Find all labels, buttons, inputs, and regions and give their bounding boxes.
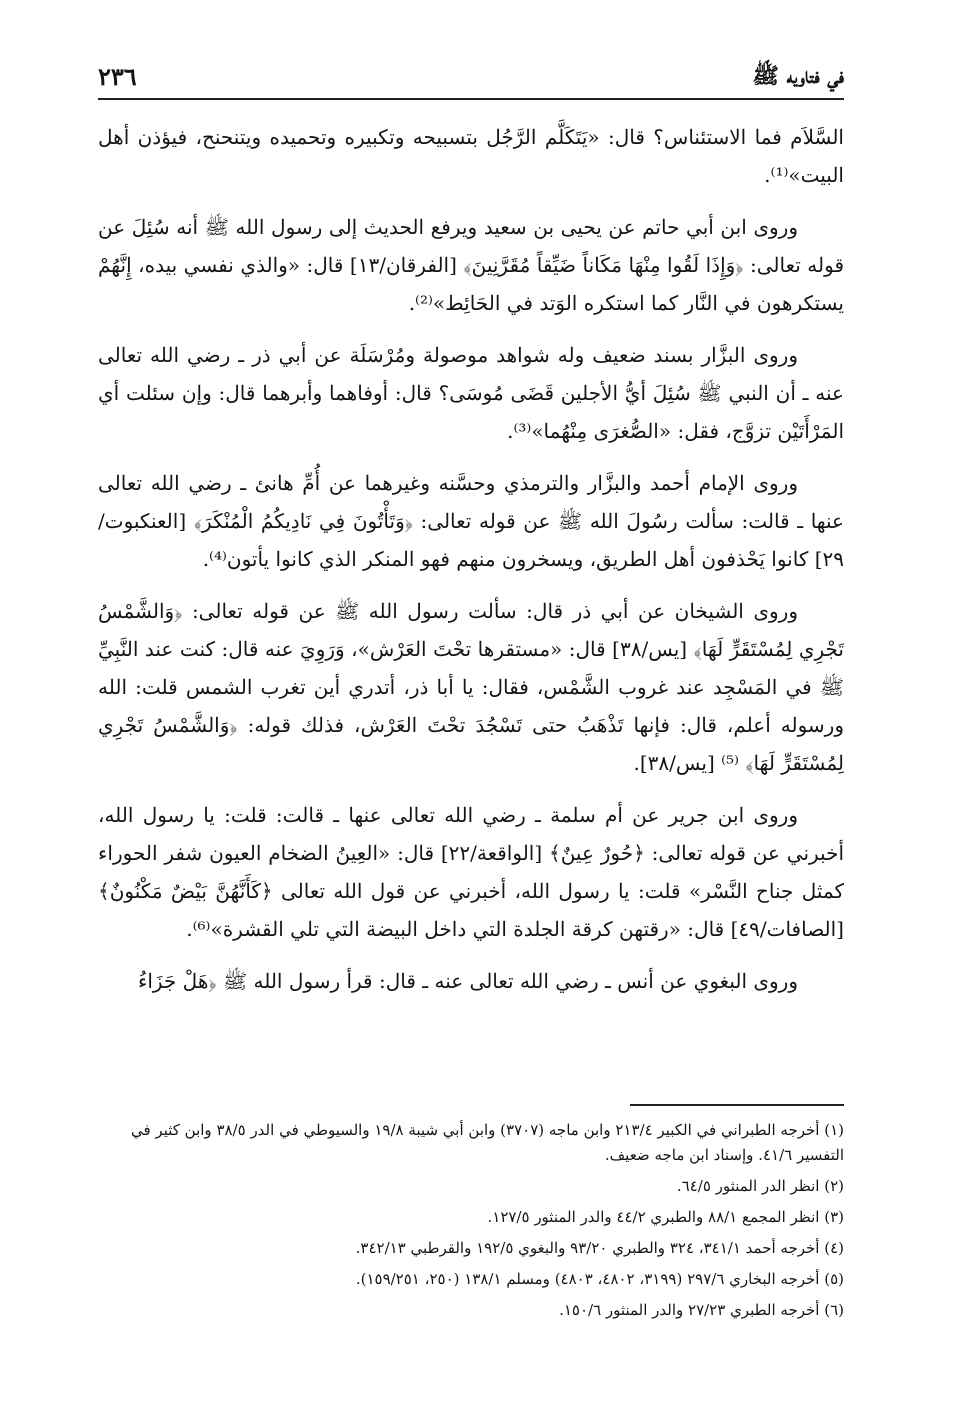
- page-header: [98, 56, 844, 100]
- main-text: [98, 118, 844, 1000]
- footnote: (١) أخرجه الطبراني في الكبير ٢١٣/٤ وابن ماجه (٣٧٠٧) وابن أبي شيبة ١٩/٨ والسيوطي في الدر ٣٨/٥ وابن كثير في التفسير ٤١/٦. وإسناد ابن ماجه ضعيف.: [130, 1121, 844, 1164]
- running-title: في فتاويه ﷺ: [752, 63, 844, 89]
- paragraph: وروى البغوي عن أنس ـ رضي الله تعالى عنه ـ قال: قرأ رسول الله ﷺ ﴿هَلْ جَزَاءُ: [137, 969, 798, 993]
- footnote: (٦) أخرجه الطبري ٢٧/٢٣ والدر المنثور ١٥٠/٦.: [559, 1301, 844, 1319]
- page-number: ٢٣٦: [98, 62, 137, 91]
- book-page: [98, 56, 844, 1346]
- footnote: (٥) أخرجه البخاري ٢٩٧/٦ (٣١٩٩، ٤٨٠٢، ٤٨٠٣) ومسلم ١٣٨/١ (٢٥٠، ١٥٩/٢٥١).: [355, 1270, 844, 1288]
- paragraph: السَّلاَم فما الاستئناس؟ قال: «يَتَكَلَّم الرَّجُل بتسبيحه وتكبيره وتحميده ويتنحنح، فيؤذن أهل البيت»⁽¹⁾.: [98, 125, 844, 187]
- footnote: (٣) انظر المجمع ٨٨/١ والطبري ٤٤/٢ والدر المنثور ١٢٧/٥.: [487, 1208, 844, 1226]
- paragraph: وروى الإمام أحمد والبزَّار والترمذي وحسَّنه وغيرهما عن أُمِّ هانئ ـ رضي الله تعالى عنها ـ قالت: سألت رسُولَ الله ﷺ عن قوله تعالى: ﴿وَتَأْتُونَ فِي نَادِيكُمُ الْمُنْكَرَ﴾ [العنكبوت/٢٩] كانوا يَحْذفون أهل الطريق، ويسخرون منهم فهو المنكر الذي كانوا يأتون⁽⁴⁾.: [98, 471, 844, 571]
- paragraph: وروى ابن جرير عن أم سلمة ـ رضي الله تعالى عنها ـ قالت: قلت: يا رسول الله، أخبرني عن قوله تعالى: ﴿حُورٌ عِينٌ﴾ [الواقعة/٢٢] قال: «العِينُ الضخام العيون شفر الحوراء كمثل جناح النَّسْر» قلت: يا رسول الله، أخبرني عن قول الله تعالى ﴿كَأَنَّهُنَّ بَيْضٌ مَكْنُونٌ﴾ [الصافات/٤٩] قال: «رقتهن كرقة الجلدة التي داخل البيضة التي تلي القشرة»⁽⁶⁾.: [98, 803, 845, 941]
- footnotes: [98, 1118, 844, 1329]
- paragraph: وروى البزَّار بسند ضعيف وله شواهد موصولة ومُرْسَلَة عن أبي ذر ـ رضي الله تعالى عنه ـ أن النبي ﷺ سُئِلَ أيُّ الأجلين قَضَى مُوسَى؟ قال: أوفاهما وأبرهما قال: وإن سئلت أي المَرْأَتَيْن تزوَّج، فقل: «الصُّغرَى مِنْهُما»⁽³⁾.: [98, 343, 844, 443]
- paragraph: وروى الشيخان عن أبي ذر قال: سألت رسول الله ﷺ عن قوله تعالى: ﴿وَالشَّمْسُ تَجْرِي لِمُسْتَقَرٍّ لَهَا﴾ [يس/٣٨] قال: «مستقرها تحْتَ العَرْش»، وَرَوِيَ عنه قال: كنت عند النَّبِيِّ ﷺ في المَسْجِد عند غروب الشَّمْس، فقال: يا أبا ذر، أتدري أين تغرب الشمس قلت: الله ورسوله أعلم، قال: فإنها تَذْهَبُ حتى تَسْجُدَ تحْتَ العَرْش، فذلك قوله: ﴿وَالشَّمْسُ تَجْرِي لِمُسْتَقَرٍّ لَهَا﴾ ⁽⁵⁾ [يس/٣٨].: [98, 599, 844, 775]
- paragraph: وروى ابن أبي حاتم عن يحيى بن سعيد ويرفع الحديث إلى رسول الله ﷺ أنه سُئِلَ عن قوله تعالى: ﴿وَإِذَا لَقُوا مِنْهَا مَكَاناً ضَيِّقاً مُقَرَّنِينَ﴾ [الفرقان/١٣] قال: «والذي نفسي بيده، إِنَّهُمْ يستكرهون في النَّار كما استكره الوَتد في الحَائِط»⁽²⁾.: [98, 215, 845, 315]
- footnote: (٤) أخرجه أحمد ٣٤١/١، ٣٢٤ والطبري ٩٣/٢٠ والبغوي ١٩٢/٥ والقرطبي ٣٤٢/١٣.: [355, 1239, 844, 1257]
- footnote-divider: [630, 1104, 844, 1106]
- footnote: (٢) انظر الدر المنثور ٦٤/٥.: [676, 1177, 844, 1195]
